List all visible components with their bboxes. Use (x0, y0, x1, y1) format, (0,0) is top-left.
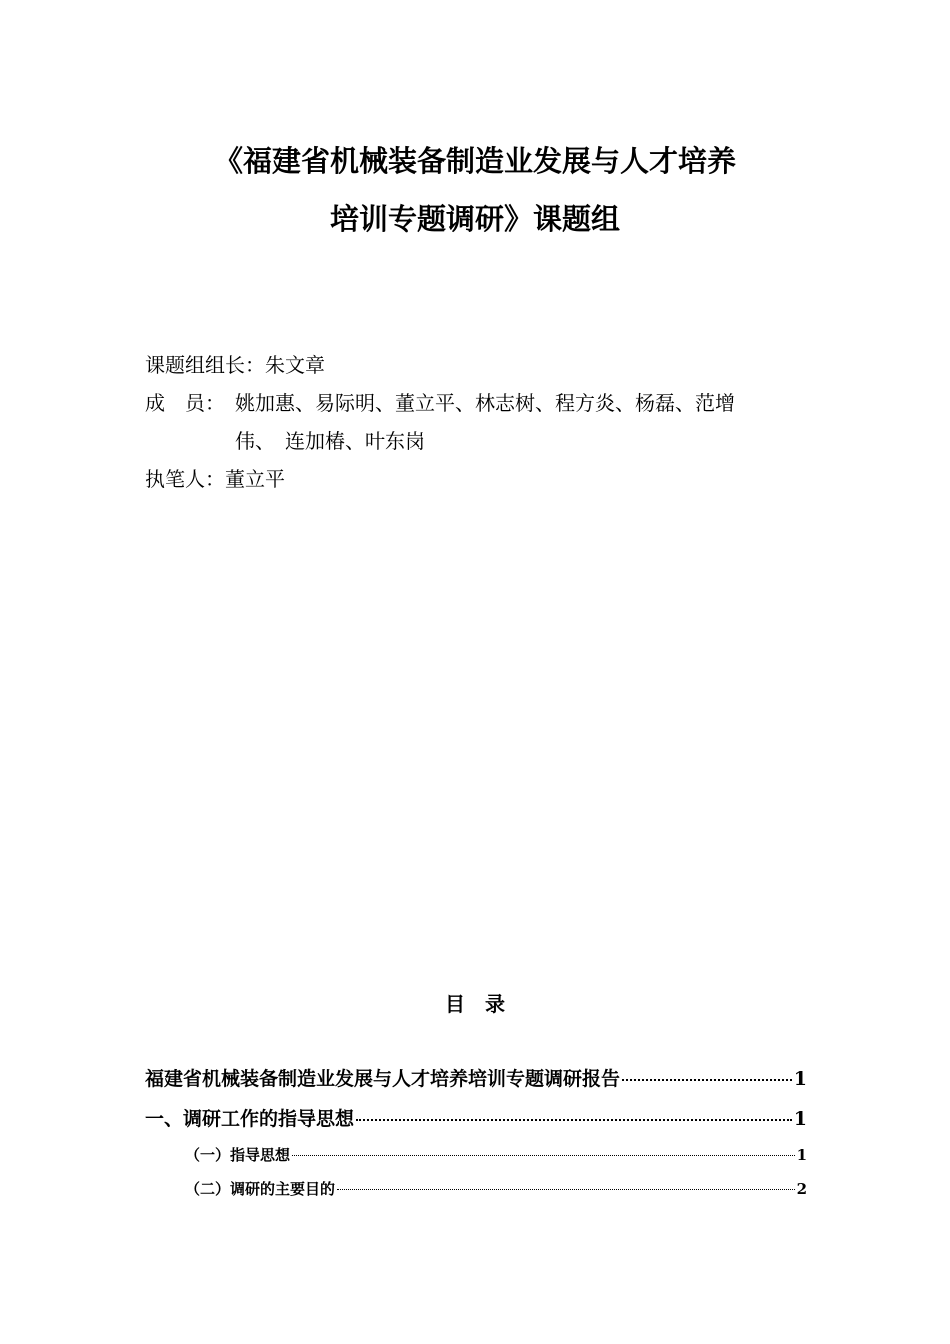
writer-name: 董立平 (225, 467, 285, 491)
toc-entry-page: 2 (796, 1180, 807, 1198)
group-members-line-2: 伟、 连加椿、叶东岗 (235, 429, 425, 453)
group-leader-row (145, 346, 810, 384)
toc-entry-text: 一、调研工作的指导思想 (145, 1108, 355, 1130)
toc-entry[interactable] (145, 1144, 807, 1178)
toc-heading: 目 录 (445, 992, 505, 1016)
table-of-contents (145, 1064, 807, 1212)
cover-title-line-1: 《福建省机械装备制造业发展与人才培养 (213, 144, 736, 178)
toc-leader-dots (292, 1155, 795, 1156)
toc-entry-text: （二）调研的主要目的 (185, 1180, 336, 1198)
toc-entry-text: 福建省机械装备制造业发展与人才培养培训专题调研报告 (145, 1068, 621, 1090)
group-members-row (145, 384, 810, 460)
group-members-line-1: 姚加惠、易际明、董立平、林志树、程方炎、杨磊、范增 (235, 391, 735, 415)
toc-entry[interactable] (145, 1064, 807, 1104)
group-members-list (235, 384, 810, 460)
toc-entry-text: （一）指导思想 (185, 1146, 291, 1164)
toc-entry[interactable] (145, 1178, 807, 1212)
toc-leader-dots (622, 1079, 792, 1081)
group-leader-label: 课题组组长： (145, 353, 265, 377)
toc-leader-dots (356, 1119, 792, 1121)
group-members-label: 成 员： (145, 391, 225, 415)
toc-entry-page: 1 (796, 1146, 807, 1164)
research-group-info (145, 346, 810, 498)
toc-entry-page: 1 (793, 1068, 807, 1090)
toc-entry[interactable] (145, 1104, 807, 1144)
toc-entry-page: 1 (793, 1108, 807, 1130)
cover-title (0, 132, 950, 248)
toc-leader-dots (337, 1189, 795, 1190)
cover-title-line-2: 培训专题调研》课题组 (329, 202, 620, 236)
writer-label: 执笔人： (145, 467, 225, 491)
writer-row (145, 460, 810, 498)
group-leader-name: 朱文章 (265, 353, 325, 377)
